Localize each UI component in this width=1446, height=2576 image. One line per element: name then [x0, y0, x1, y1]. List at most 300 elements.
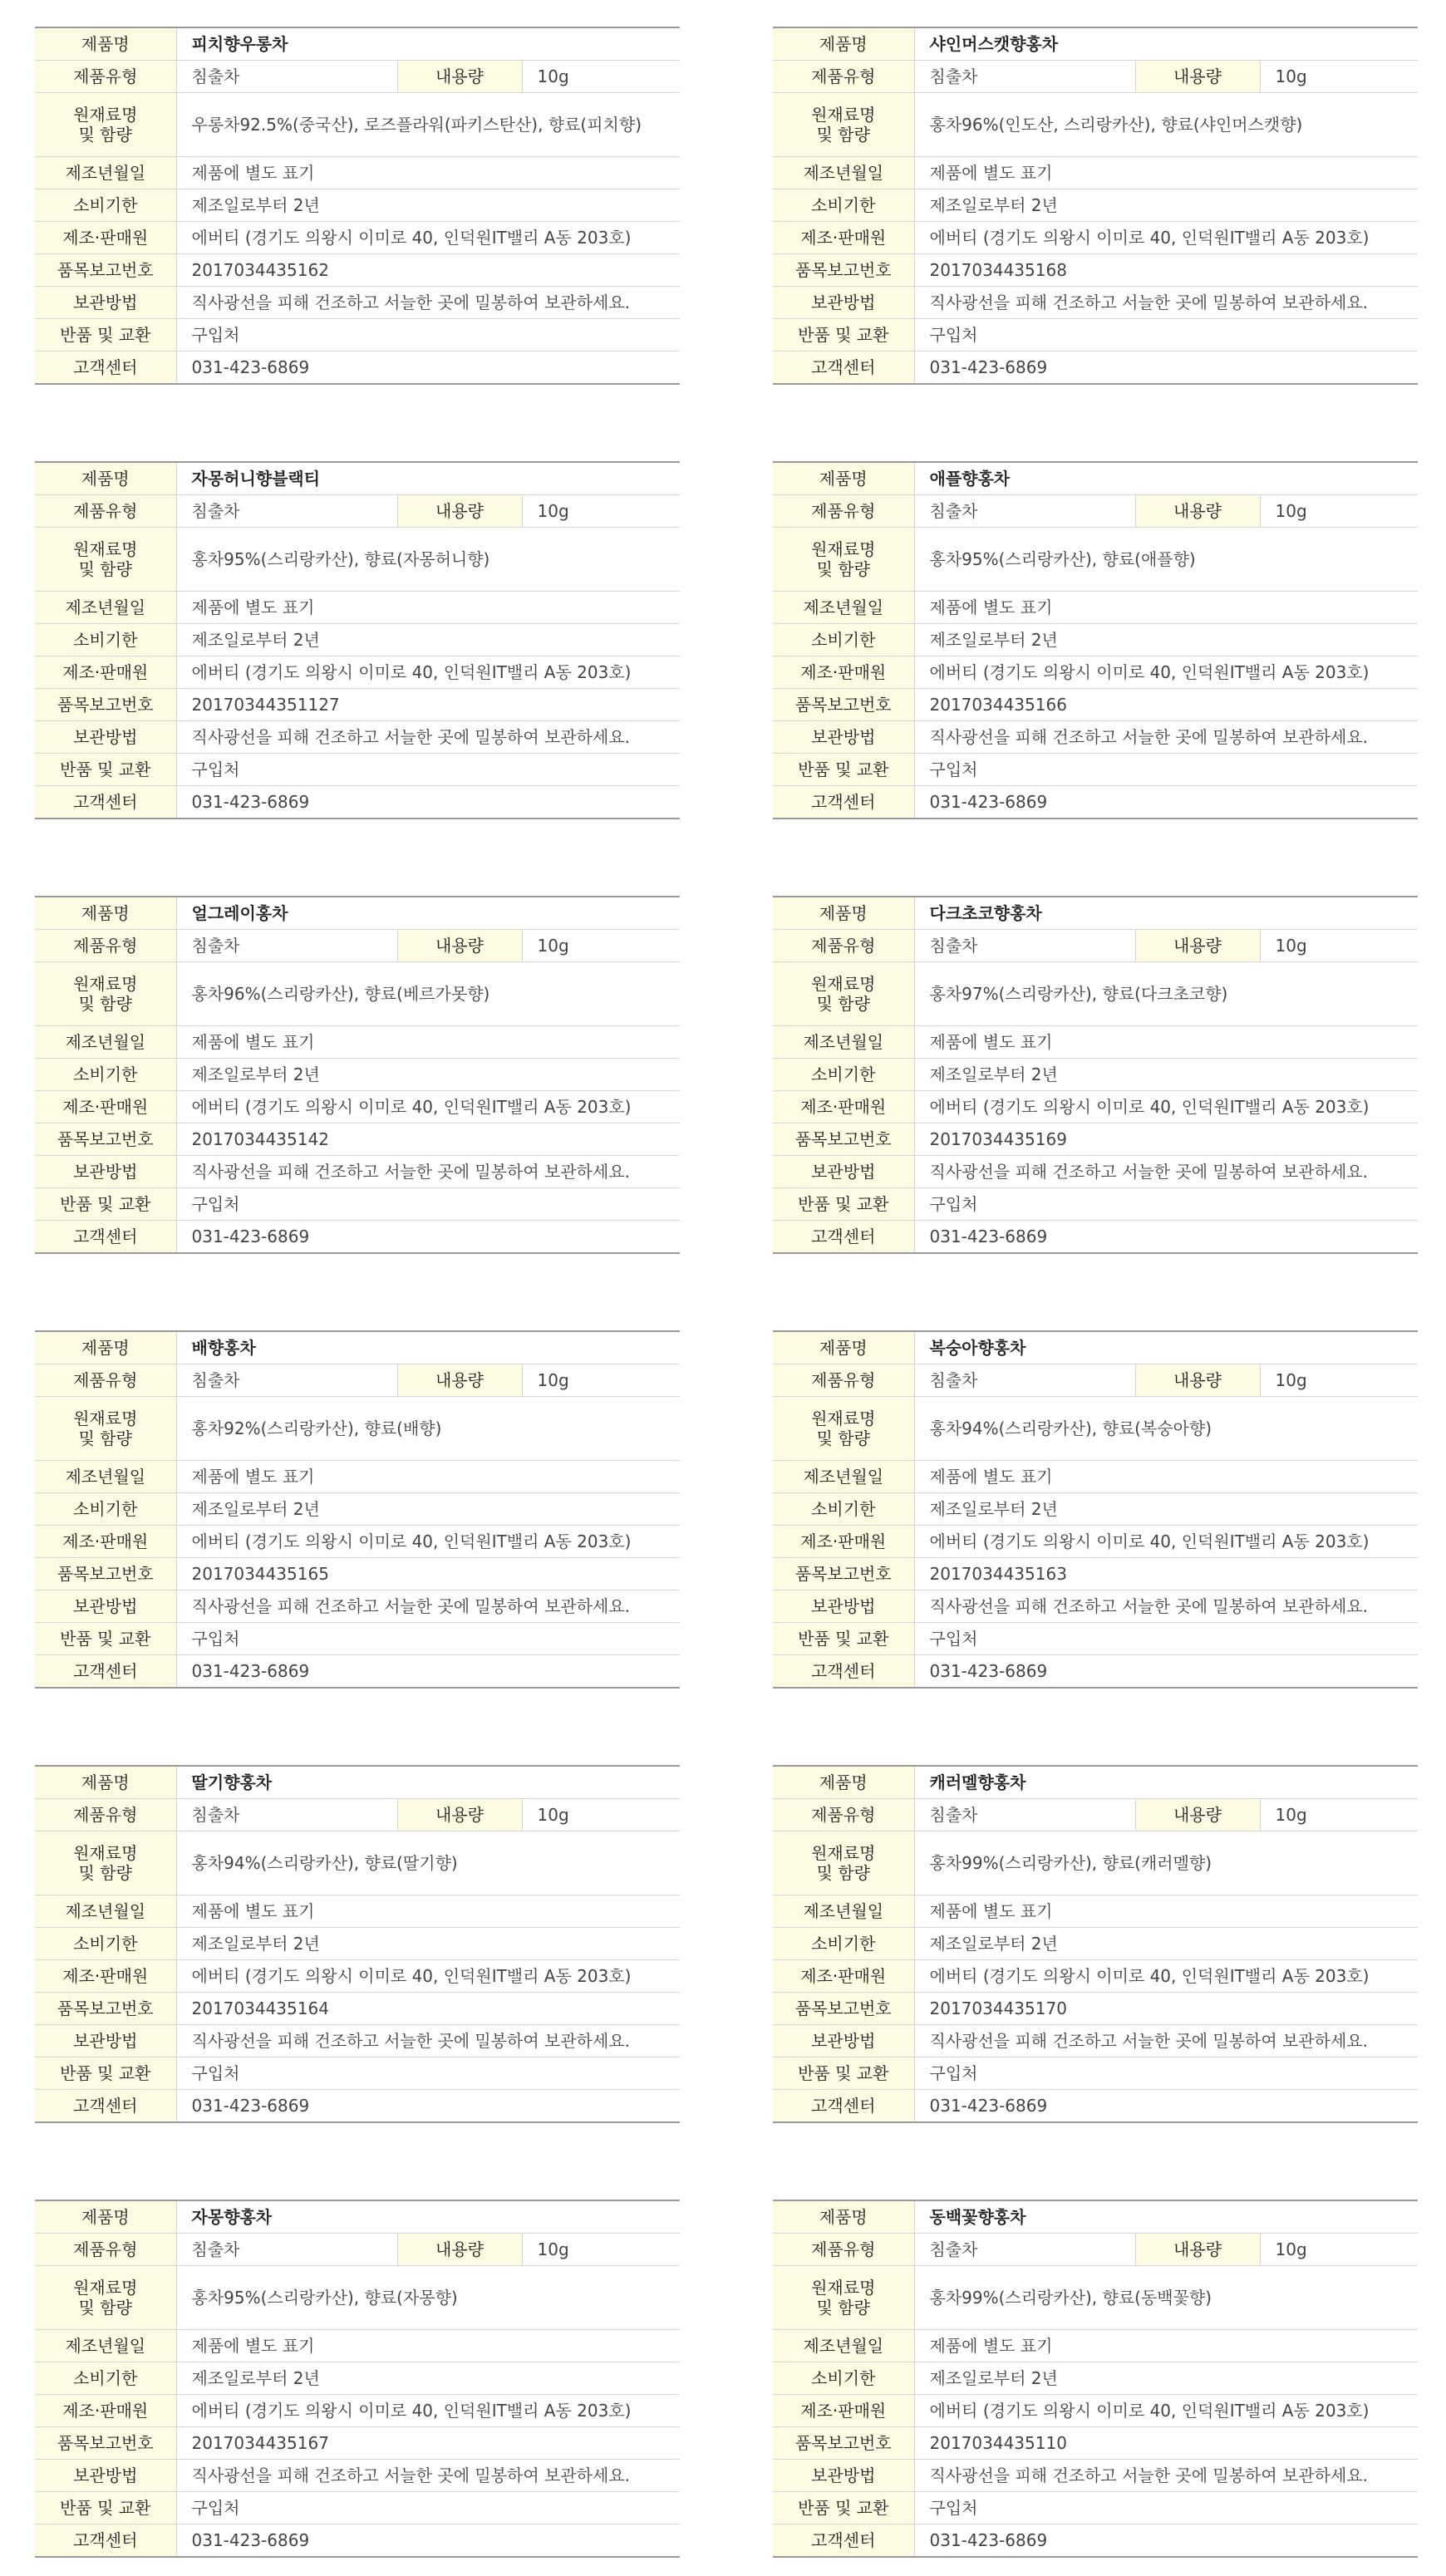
row-label-name: 제품명	[773, 27, 914, 61]
row-label-maker: 제조·판매원	[773, 2395, 914, 2427]
row-value-maker: 에버티 (경기도 의왕시 이미로 40, 인덕원IT밸리 A동 203호)	[176, 2395, 680, 2427]
row-value-type: 침출차	[176, 61, 397, 93]
table-row	[35, 254, 680, 287]
row-label-report-no: 품목보고번호	[35, 1993, 176, 2025]
row-label-expiry: 소비기한	[773, 1928, 914, 1960]
row-label-maker: 제조·판매원	[773, 222, 914, 254]
table-row	[773, 27, 1418, 61]
row-label-mfg-date: 제조년월일	[35, 2330, 176, 2362]
table-row	[773, 2200, 1418, 2234]
row-label-storage: 보관방법	[35, 2460, 176, 2492]
row-label-volume: 내용량	[1135, 2234, 1260, 2266]
row-label-report-no: 품목보고번호	[35, 689, 176, 721]
table-row	[773, 351, 1418, 385]
label-line: 원재료명	[811, 539, 876, 559]
label-line: 및 함량	[816, 2298, 870, 2318]
row-value-storage: 직사광선을 피해 건조하고 서늘한 곳에 밀봉하여 보관하세요.	[914, 1590, 1418, 1623]
row-value-type: 침출차	[176, 2234, 397, 2266]
row-value-cs: 031-423-6869	[929, 1661, 1048, 1681]
row-label-cs: 고객센터	[35, 2524, 176, 2558]
row-value-ingredients: 홍차95%(스리랑카산), 향료(자몽허니향)	[176, 528, 680, 592]
label-line: 및 함량	[78, 125, 132, 145]
table-row	[773, 1831, 1418, 1895]
row-label-return: 반품 및 교환	[773, 2492, 914, 2524]
table-row	[773, 495, 1418, 528]
table-row	[773, 962, 1418, 1026]
row-value-report-no: 2017034435162	[176, 254, 680, 287]
row-label-mfg-date: 제조년월일	[773, 157, 914, 189]
row-label-expiry: 소비기한	[35, 1059, 176, 1091]
row-label-expiry: 소비기한	[773, 1493, 914, 1526]
row-label-maker: 제조·판매원	[773, 1091, 914, 1123]
row-label-ingredients	[35, 962, 176, 1026]
row-value-expiry: 제조일로부터 2년	[914, 1493, 1418, 1526]
product-info-card	[773, 461, 1418, 819]
table-row	[773, 222, 1418, 254]
row-label-mfg-date: 제조년월일	[35, 592, 176, 624]
table-row	[773, 1156, 1418, 1188]
row-label-cs: 고객센터	[773, 2524, 914, 2558]
row-value-volume: 10g	[1260, 61, 1418, 93]
row-label-expiry: 소비기한	[773, 2362, 914, 2395]
row-value-mfg-date: 제품에 별도 표기	[176, 1895, 680, 1928]
row-value-mfg-date: 제품에 별도 표기	[176, 1026, 680, 1059]
row-value-return: 구입처	[914, 754, 1418, 786]
table-row	[35, 2427, 680, 2460]
row-value-volume: 10g	[522, 2234, 680, 2266]
row-value-ingredients: 홍차95%(스리랑카산), 향료(자몽향)	[176, 2266, 680, 2330]
row-value-volume: 10g	[1260, 930, 1418, 962]
table-row	[35, 157, 680, 189]
table-row	[773, 2492, 1418, 2524]
row-label-type: 제품유형	[35, 2234, 176, 2266]
row-label-expiry: 소비기한	[35, 624, 176, 656]
row-value-mfg-date: 제품에 별도 표기	[914, 1026, 1418, 1059]
table-row	[35, 1397, 680, 1461]
row-label-storage: 보관방법	[35, 2025, 176, 2057]
table-row	[35, 1123, 680, 1156]
row-label-cs: 고객센터	[773, 351, 914, 385]
table-row	[35, 1091, 680, 1123]
table-row	[773, 1993, 1418, 2025]
row-label-name: 제품명	[35, 27, 176, 61]
row-label-volume: 내용량	[1135, 1364, 1260, 1397]
product-info-card	[35, 27, 680, 385]
row-label-mfg-date: 제조년월일	[35, 1895, 176, 1928]
table-row	[35, 592, 680, 624]
row-label-ingredients	[773, 528, 914, 592]
label-line: 및 함량	[78, 1428, 132, 1448]
product-info-table	[35, 27, 680, 385]
row-label-maker: 제조·판매원	[773, 1526, 914, 1558]
row-label-return: 반품 및 교환	[35, 2057, 176, 2090]
row-value-mfg-date: 제품에 별도 표기	[176, 1461, 680, 1493]
table-row	[773, 189, 1418, 222]
row-label-name: 제품명	[773, 1331, 914, 1364]
row-value-expiry: 제조일로부터 2년	[914, 189, 1418, 222]
row-label-volume: 내용량	[397, 2234, 522, 2266]
row-value-ingredients: 홍차96%(스리랑카산), 향료(베르가못향)	[176, 962, 680, 1026]
table-row	[773, 2234, 1418, 2266]
row-value-mfg-date: 제품에 별도 표기	[914, 2330, 1418, 2362]
table-row	[773, 1331, 1418, 1364]
row-value-ingredients: 홍차92%(스리랑카산), 향료(배향)	[176, 1397, 680, 1461]
row-label-name: 제품명	[35, 897, 176, 930]
row-value-ingredients: 홍차94%(스리랑카산), 향료(딸기향)	[176, 1831, 680, 1895]
product-info-card	[35, 1330, 680, 1689]
table-row	[773, 930, 1418, 962]
table-row	[773, 1895, 1418, 1928]
row-label-type: 제품유형	[773, 495, 914, 528]
row-value-storage: 직사광선을 피해 건조하고 서늘한 곳에 밀봉하여 보관하세요.	[914, 721, 1418, 754]
row-label-storage: 보관방법	[35, 1590, 176, 1623]
row-label-expiry: 소비기한	[773, 624, 914, 656]
table-row	[773, 2460, 1418, 2492]
row-value-volume: 10g	[1260, 495, 1418, 528]
row-value-return: 구입처	[176, 1188, 680, 1221]
row-label-return: 반품 및 교환	[35, 1188, 176, 1221]
row-label-storage: 보관방법	[773, 2460, 914, 2492]
row-label-type: 제품유형	[773, 61, 914, 93]
row-value-return: 구입처	[914, 1188, 1418, 1221]
row-value-cs: 031-423-6869	[191, 2096, 310, 2116]
row-label-name: 제품명	[773, 897, 914, 930]
product-info-table	[773, 2200, 1418, 2558]
table-row	[35, 1221, 680, 1254]
row-label-type: 제품유형	[773, 1799, 914, 1831]
table-row	[35, 528, 680, 592]
table-row	[773, 897, 1418, 930]
table-row	[35, 1928, 680, 1960]
row-value-report-no: 2017034435166	[914, 689, 1418, 721]
row-value-cs: 031-423-6869	[191, 792, 310, 812]
product-info-table	[773, 1330, 1418, 1689]
row-label-maker: 제조·판매원	[773, 656, 914, 689]
table-row	[773, 1026, 1418, 1059]
row-value-name: 피치향우롱차	[176, 27, 680, 61]
table-row	[35, 189, 680, 222]
row-value-name: 애플향홍차	[914, 462, 1418, 495]
row-label-name: 제품명	[35, 1766, 176, 1799]
row-value-storage: 직사광선을 피해 건조하고 서늘한 곳에 밀봉하여 보관하세요.	[914, 2460, 1418, 2492]
row-label-report-no: 품목보고번호	[35, 1558, 176, 1590]
row-value-maker: 에버티 (경기도 의왕시 이미로 40, 인덕원IT밸리 A동 203호)	[914, 1526, 1418, 1558]
row-value-expiry: 제조일로부터 2년	[176, 1059, 680, 1091]
row-label-cs: 고객센터	[35, 1655, 176, 1689]
table-row	[773, 93, 1418, 157]
row-label-mfg-date: 제조년월일	[35, 157, 176, 189]
product-info-card	[773, 896, 1418, 1254]
row-value-ingredients: 홍차99%(스리랑카산), 향료(동백꽃향)	[914, 2266, 1418, 2330]
row-value-report-no: 2017034435142	[176, 1123, 680, 1156]
row-value-storage: 직사광선을 피해 건조하고 서늘한 곳에 밀봉하여 보관하세요.	[914, 2025, 1418, 2057]
row-label-cs: 고객센터	[35, 786, 176, 819]
row-label-report-no: 품목보고번호	[773, 1993, 914, 2025]
row-value-report-no: 2017034435168	[914, 254, 1418, 287]
row-value-ingredients: 홍차94%(스리랑카산), 향료(복숭아향)	[914, 1397, 1418, 1461]
table-row	[773, 61, 1418, 93]
row-value-return: 구입처	[914, 1623, 1418, 1655]
row-label-type: 제품유형	[35, 930, 176, 962]
row-label-cs: 고객센터	[35, 351, 176, 385]
row-label-mfg-date: 제조년월일	[773, 592, 914, 624]
table-row	[35, 1526, 680, 1558]
row-value-report-no: 2017034435163	[914, 1558, 1418, 1590]
row-value-maker: 에버티 (경기도 의왕시 이미로 40, 인덕원IT밸리 A동 203호)	[176, 1091, 680, 1123]
row-value-storage: 직사광선을 피해 건조하고 서늘한 곳에 밀봉하여 보관하세요.	[176, 721, 680, 754]
row-label-ingredients	[773, 2266, 914, 2330]
table-row	[35, 351, 680, 385]
table-row	[773, 157, 1418, 189]
row-label-type: 제품유형	[773, 1364, 914, 1397]
product-info-card	[35, 461, 680, 819]
table-row	[35, 1623, 680, 1655]
row-label-return: 반품 및 교환	[773, 754, 914, 786]
table-row	[773, 254, 1418, 287]
product-info-table	[35, 1765, 680, 2123]
row-value-name: 동백꽃향홍차	[914, 2200, 1418, 2234]
row-label-expiry: 소비기한	[35, 2362, 176, 2395]
table-row	[773, 1928, 1418, 1960]
row-label-cs: 고객센터	[773, 2090, 914, 2123]
row-value-cs: 031-423-6869	[929, 357, 1048, 377]
row-label-mfg-date: 제조년월일	[35, 1461, 176, 1493]
table-row	[35, 2090, 680, 2123]
row-value-storage: 직사광선을 피해 건조하고 서늘한 곳에 밀봉하여 보관하세요.	[914, 287, 1418, 319]
table-row	[773, 319, 1418, 351]
product-info-card	[35, 2200, 680, 2558]
table-row	[35, 27, 680, 61]
row-label-return: 반품 및 교환	[35, 1623, 176, 1655]
table-row	[773, 287, 1418, 319]
row-label-storage: 보관방법	[773, 1590, 914, 1623]
row-value-expiry: 제조일로부터 2년	[914, 1059, 1418, 1091]
row-value-mfg-date: 제품에 별도 표기	[176, 2330, 680, 2362]
row-value-maker: 에버티 (경기도 의왕시 이미로 40, 인덕원IT밸리 A동 203호)	[176, 1526, 680, 1558]
table-row	[35, 495, 680, 528]
table-row	[773, 2057, 1418, 2090]
row-value-volume: 10g	[522, 1364, 680, 1397]
table-row	[35, 1461, 680, 1493]
product-info-table	[35, 461, 680, 819]
product-info-card	[773, 1330, 1418, 1689]
table-row	[35, 786, 680, 819]
row-label-expiry: 소비기한	[35, 189, 176, 222]
row-value-maker: 에버티 (경기도 의왕시 이미로 40, 인덕원IT밸리 A동 203호)	[176, 656, 680, 689]
table-row	[773, 1364, 1418, 1397]
row-value-return: 구입처	[176, 2057, 680, 2090]
row-label-name: 제품명	[773, 1766, 914, 1799]
row-value-ingredients: 홍차97%(스리랑카산), 향료(다크초코향)	[914, 962, 1418, 1026]
row-value-cs: 031-423-6869	[929, 1227, 1048, 1246]
label-line: 및 함량	[78, 1863, 132, 1883]
product-info-card	[35, 896, 680, 1254]
table-row	[773, 592, 1418, 624]
row-value-storage: 직사광선을 피해 건조하고 서늘한 곳에 밀봉하여 보관하세요.	[176, 1156, 680, 1188]
label-line: 및 함량	[78, 559, 132, 579]
row-label-type: 제품유형	[35, 1364, 176, 1397]
table-row	[35, 2025, 680, 2057]
label-line: 및 함량	[78, 994, 132, 1014]
row-value-volume: 10g	[1260, 2234, 1418, 2266]
row-label-expiry: 소비기한	[35, 1928, 176, 1960]
row-value-volume: 10g	[1260, 1799, 1418, 1831]
table-row	[35, 1993, 680, 2025]
table-row	[35, 624, 680, 656]
row-value-cs: 031-423-6869	[191, 1227, 310, 1246]
table-row	[773, 1799, 1418, 1831]
row-value-name: 샤인머스캣향홍차	[914, 27, 1418, 61]
row-value-storage: 직사광선을 피해 건조하고 서늘한 곳에 밀봉하여 보관하세요.	[914, 1156, 1418, 1188]
table-row	[773, 2266, 1418, 2330]
row-value-cs: 031-423-6869	[929, 2530, 1048, 2550]
row-value-return: 구입처	[176, 1623, 680, 1655]
row-value-storage: 직사광선을 피해 건조하고 서늘한 곳에 밀봉하여 보관하세요.	[176, 2025, 680, 2057]
table-row	[35, 319, 680, 351]
row-label-name: 제품명	[35, 1331, 176, 1364]
label-line: 원재료명	[811, 105, 876, 125]
table-row	[35, 2395, 680, 2427]
row-value-expiry: 제조일로부터 2년	[914, 2362, 1418, 2395]
row-label-mfg-date: 제조년월일	[773, 1895, 914, 1928]
row-value-type: 침출차	[914, 495, 1135, 528]
table-row	[35, 962, 680, 1026]
table-row	[35, 2524, 680, 2558]
row-label-cs: 고객센터	[773, 1655, 914, 1689]
row-label-volume: 내용량	[1135, 61, 1260, 93]
row-value-storage: 직사광선을 피해 건조하고 서늘한 곳에 밀봉하여 보관하세요.	[176, 1590, 680, 1623]
row-label-ingredients	[35, 1397, 176, 1461]
row-label-volume: 내용량	[397, 930, 522, 962]
row-value-expiry: 제조일로부터 2년	[176, 624, 680, 656]
product-info-table	[773, 27, 1418, 385]
row-value-type: 침출차	[914, 930, 1135, 962]
row-label-ingredients	[773, 962, 914, 1026]
row-label-cs: 고객센터	[35, 1221, 176, 1254]
row-label-volume: 내용량	[1135, 930, 1260, 962]
row-value-expiry: 제조일로부터 2년	[176, 1493, 680, 1526]
table-row	[773, 1123, 1418, 1156]
row-label-ingredients	[773, 1831, 914, 1895]
table-row	[773, 2362, 1418, 2395]
row-value-type: 침출차	[176, 495, 397, 528]
product-info-table	[35, 2200, 680, 2558]
row-value-type: 침출차	[914, 61, 1135, 93]
table-row	[35, 2266, 680, 2330]
row-label-storage: 보관방법	[35, 1156, 176, 1188]
row-label-report-no: 품목보고번호	[35, 1123, 176, 1156]
row-label-mfg-date: 제조년월일	[35, 1026, 176, 1059]
row-label-report-no: 품목보고번호	[35, 254, 176, 287]
table-row	[35, 1766, 680, 1799]
row-value-mfg-date: 제품에 별도 표기	[914, 592, 1418, 624]
product-info-table	[35, 896, 680, 1254]
row-label-type: 제품유형	[35, 61, 176, 93]
row-label-storage: 보관방법	[773, 287, 914, 319]
row-label-ingredients	[35, 1831, 176, 1895]
row-label-maker: 제조·판매원	[35, 1960, 176, 1993]
row-label-cs: 고객센터	[773, 1221, 914, 1254]
label-line: 원재료명	[73, 1843, 138, 1863]
row-label-volume: 내용량	[397, 1799, 522, 1831]
row-label-mfg-date: 제조년월일	[773, 1026, 914, 1059]
label-line: 원재료명	[811, 1843, 876, 1863]
row-label-cs: 고객센터	[35, 2090, 176, 2123]
row-label-return: 반품 및 교환	[35, 319, 176, 351]
row-value-report-no: 2017034435170	[914, 1993, 1418, 2025]
table-row	[35, 1558, 680, 1590]
table-row	[35, 1188, 680, 1221]
row-value-cs: 031-423-6869	[191, 1661, 310, 1681]
row-label-type: 제품유형	[35, 495, 176, 528]
table-row	[35, 754, 680, 786]
row-value-name: 자몽허니향블랙티	[176, 462, 680, 495]
row-label-storage: 보관방법	[35, 287, 176, 319]
table-row	[773, 1766, 1418, 1799]
row-value-name: 캐러멜향홍차	[914, 1766, 1418, 1799]
table-row	[773, 1059, 1418, 1091]
row-label-ingredients	[35, 2266, 176, 2330]
table-row	[35, 222, 680, 254]
row-value-return: 구입처	[914, 319, 1418, 351]
row-label-type: 제품유형	[773, 930, 914, 962]
row-label-return: 반품 및 교환	[773, 319, 914, 351]
row-label-expiry: 소비기한	[773, 189, 914, 222]
product-info-card	[773, 1765, 1418, 2123]
row-value-expiry: 제조일로부터 2년	[176, 2362, 680, 2395]
table-row	[35, 1590, 680, 1623]
label-line: 및 함량	[816, 559, 870, 579]
row-label-ingredients	[773, 1397, 914, 1461]
row-value-storage: 직사광선을 피해 건조하고 서늘한 곳에 밀봉하여 보관하세요.	[176, 2460, 680, 2492]
row-value-name: 배향홍차	[176, 1331, 680, 1364]
label-line: 원재료명	[73, 974, 138, 994]
table-row	[773, 1960, 1418, 1993]
table-row	[35, 1493, 680, 1526]
row-value-expiry: 제조일로부터 2년	[176, 1928, 680, 1960]
table-row	[773, 1558, 1418, 1590]
row-value-return: 구입처	[914, 2492, 1418, 2524]
row-value-volume: 10g	[522, 930, 680, 962]
row-value-report-no: 2017034435165	[176, 1558, 680, 1590]
row-label-volume: 내용량	[1135, 1799, 1260, 1831]
row-value-ingredients: 홍차95%(스리랑카산), 향료(애플향)	[914, 528, 1418, 592]
row-value-cs: 031-423-6869	[191, 357, 310, 377]
row-label-report-no: 품목보고번호	[773, 1123, 914, 1156]
row-value-maker: 에버티 (경기도 의왕시 이미로 40, 인덕원IT밸리 A동 203호)	[914, 656, 1418, 689]
row-value-ingredients: 홍차96%(인도산, 스리랑카산), 향료(샤인머스캣향)	[914, 93, 1418, 157]
table-row	[773, 528, 1418, 592]
row-label-expiry: 소비기한	[773, 1059, 914, 1091]
table-row	[35, 2460, 680, 2492]
table-row	[773, 1590, 1418, 1623]
table-row	[773, 2090, 1418, 2123]
table-row	[35, 1026, 680, 1059]
row-value-cs: 031-423-6869	[929, 2096, 1048, 2116]
row-label-name: 제품명	[773, 2200, 914, 2234]
row-label-name: 제품명	[35, 2200, 176, 2234]
row-value-maker: 에버티 (경기도 의왕시 이미로 40, 인덕원IT밸리 A동 203호)	[914, 222, 1418, 254]
row-value-return: 구입처	[176, 319, 680, 351]
table-row	[773, 2427, 1418, 2460]
row-value-report-no: 20170344351127	[176, 689, 680, 721]
row-value-cs: 031-423-6869	[929, 792, 1048, 812]
table-row	[773, 2395, 1418, 2427]
row-value-type: 침출차	[914, 2234, 1135, 2266]
table-row	[35, 689, 680, 721]
table-row	[773, 656, 1418, 689]
row-value-name: 다크초코향홍차	[914, 897, 1418, 930]
